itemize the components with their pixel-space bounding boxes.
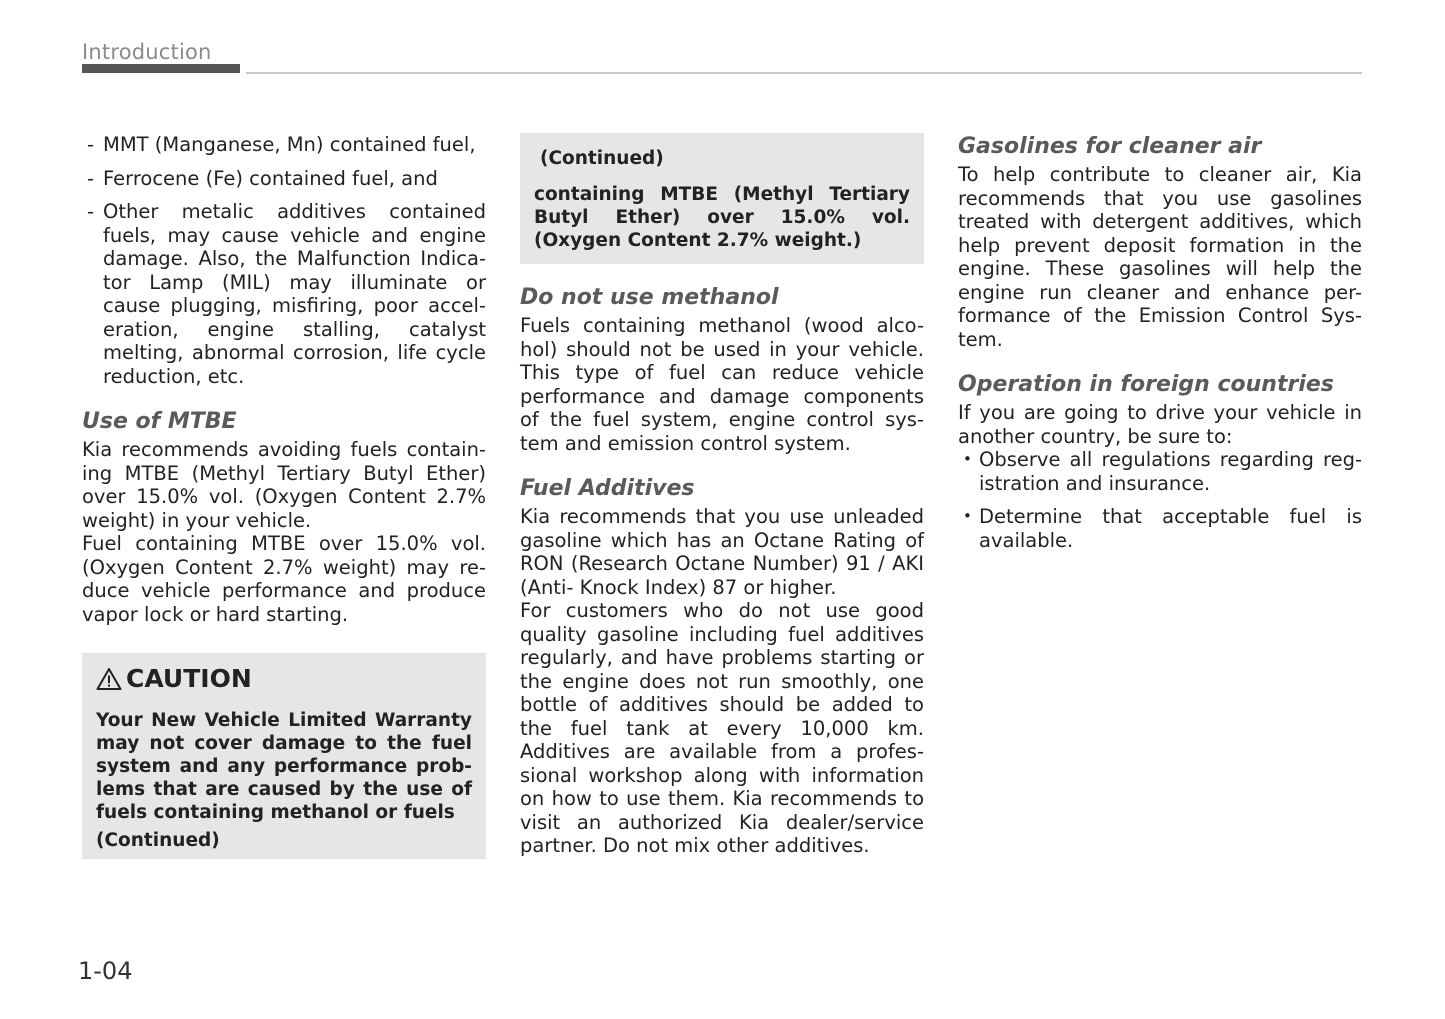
additives-paragraph: Kia recommends that you use unleaded gasoline which has an Octane Rating of RON (Research Octane Number) 91 / AKI (Anti- Knock Index) 87 or higher. — [520, 505, 924, 599]
caution-body: Your New Vehicle Limited Warranty may not cover damage to the fuel system and any performance prob-lems that are caused by the use of fuels containing methanol or fuels — [96, 710, 472, 823]
header-accent-bar — [82, 64, 240, 73]
right-column — [958, 133, 1362, 562]
dash-item: - MMT (Manganese, Mn) contained fuel, — [82, 133, 486, 157]
fuel-dash-list — [82, 133, 486, 388]
foreign-countries-intro: If you are going to drive your vehicle in another country, be sure to: — [958, 401, 1362, 448]
dash-item: - Other metalic additives contained fuels, may cause vehicle and engine damage. Also, the Malfunction Indica-tor Lamp (MIL) may illuminate or cause plugging, misfiring, poor accel-eration, engine stalling, catalyst melting, abnormal corrosion, life cycle reduction, etc. — [82, 200, 486, 388]
middle-column — [520, 133, 924, 858]
warning-triangle-icon — [96, 667, 122, 691]
methanol-paragraph: Fuels containing methanol (wood alco-hol) should not be used in your vehicle. This type of fuel can reduce vehicle performance and damage components of the fuel system, engine control sys-tem and emission control system. — [520, 314, 924, 455]
additives-paragraph: For customers who do not use good quality gasoline including fuel additives regularly, and have problems starting or the engine does not run smoothly, one bottle of additives should be added to the fuel tank at every 10,000 km. Additives are available from a profes-sional workshop along with information on how to use them. Kia recommends to visit an authorized Kia dealer/service partner. Do not mix other additives. — [520, 599, 924, 857]
foreign-bullet-list — [958, 448, 1362, 552]
cleaner-air-heading: Gasolines for cleaner air — [958, 134, 1262, 159]
methanol-heading: Do not use methanol — [520, 285, 779, 310]
caution-box — [82, 653, 486, 859]
cleaner-air-paragraph: To help contribute to cleaner air, Kia recommends that you use gasolines treated with detergent additives, which help prevent deposit formation in the engine. These gasolines will help the engine run cleaner and enhance per-formance of the Emission Control Sys-tem. — [958, 163, 1362, 351]
caution-continued-label: (Continued) — [96, 830, 220, 851]
header-rule — [246, 72, 1362, 74]
caution-title-text: CAUTION — [126, 664, 252, 693]
caution-continued-header: (Continued) — [540, 148, 664, 169]
foreign-countries-heading: Operation in foreign countries — [958, 372, 1334, 397]
mtbe-paragraph: Kia recommends avoiding fuels contain-ing MTBE (Methyl Tertiary Butyl Ether) over 15.0% vol. (Oxygen Content 2.7% weight) in your vehicle. — [82, 438, 486, 532]
bullet-item: • Determine that acceptable fuel is available. — [958, 505, 1362, 552]
page-number: 1-04 — [78, 957, 133, 985]
mtbe-heading: Use of MTBE — [82, 409, 237, 434]
caution-title — [96, 663, 472, 695]
additives-heading: Fuel Additives — [520, 476, 695, 501]
caution-continued-body: containing MTBE (Methyl Tertiary Butyl Ether) over 15.0% vol. (Oxygen Content 2.7% weight.) — [534, 184, 910, 251]
bullet-item: • Observe all regulations regarding reg-istration and insurance. — [958, 448, 1362, 495]
section-header-label: Introduction — [82, 40, 212, 64]
caution-continued-box — [520, 133, 924, 264]
left-column — [82, 133, 486, 859]
dash-item: - Ferrocene (Fe) contained fuel, and — [82, 167, 486, 191]
mtbe-paragraph: Fuel containing MTBE over 15.0% vol. (Oxygen Content 2.7% weight) may re-duce vehicle performance and produce vapor lock or hard starting. — [82, 532, 486, 626]
